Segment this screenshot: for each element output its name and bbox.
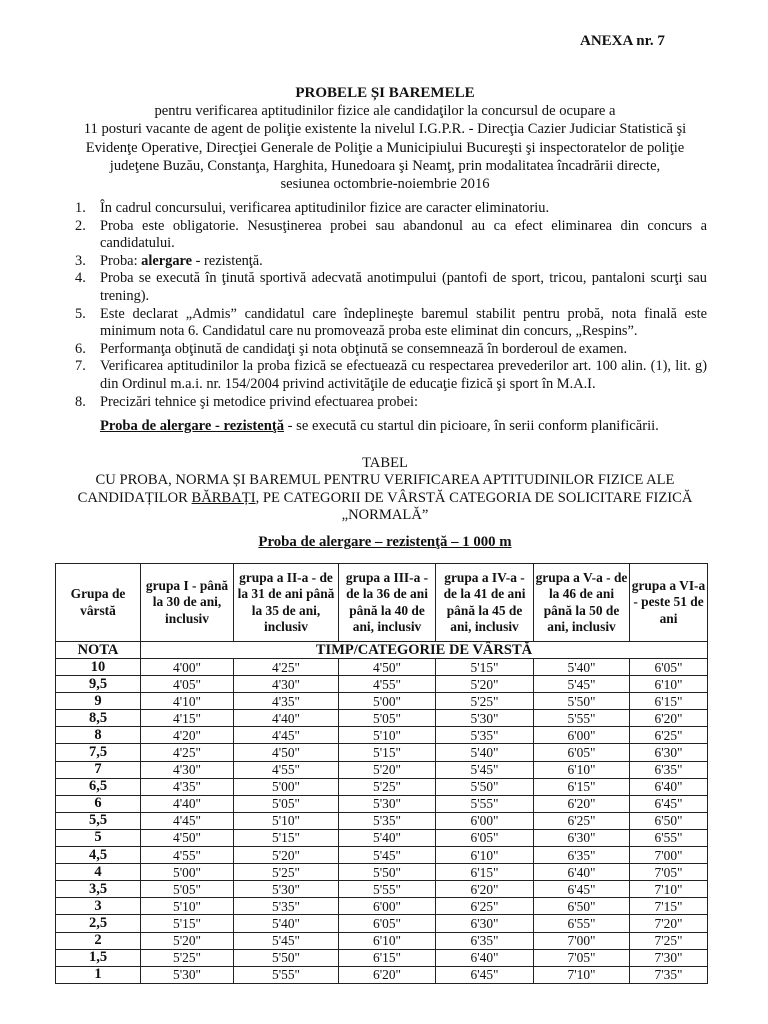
time-cell: 6'15" [436, 864, 534, 881]
table-row [56, 778, 708, 795]
grade-cell: 7 [56, 761, 141, 778]
time-cell: 6'10" [534, 761, 630, 778]
title-line: Evidenţe Operative, Direcţiei Generale de Poliţie a Municipiului Bucureşti şi inspectoratelor de poliţie [85, 139, 685, 156]
time-cell: 6'00" [436, 812, 534, 829]
time-cell: 6'00" [534, 727, 630, 744]
time-cell: 6'40" [630, 778, 708, 795]
table-row [56, 898, 708, 915]
time-cell: 6'15" [339, 949, 436, 966]
time-cell: 5'40" [234, 915, 339, 932]
time-cell: 4'05" [141, 676, 234, 693]
grade-cell: 2,5 [56, 915, 141, 932]
table-row [56, 676, 708, 693]
time-cell: 5'30" [339, 795, 436, 812]
time-cell: 6'40" [436, 949, 534, 966]
table-header-row [56, 564, 708, 642]
rule-item: 5. Este declarat „Admis” candidatul care îndeplineşte baremul stabilit pentru probă, nota finală este minimum nota 6. Candidatul care nu promovează proba este eliminat din concurs, „Respins”. [75, 305, 707, 340]
time-cell: 5'00" [234, 778, 339, 795]
time-cell: 6'30" [436, 915, 534, 932]
table-body [56, 659, 708, 984]
rule-item: 6. Performanţa obţinută de candidaţi şi nota obţinută se consemnează în borderoul de examen. [75, 340, 628, 357]
time-cell: 5'40" [436, 744, 534, 761]
time-cell: 6'35" [630, 761, 708, 778]
time-cell: 6'25" [534, 812, 630, 829]
time-cell: 6'40" [534, 864, 630, 881]
time-cell: 5'50" [436, 778, 534, 795]
rules-list [75, 200, 707, 411]
time-cell: 6'55" [534, 915, 630, 932]
grade-cell: 9,5 [56, 676, 141, 693]
time-cell: 6'05" [630, 659, 708, 676]
table-row [56, 932, 708, 949]
rule-item: 7. Verificarea aptitudinilor la proba fizică se efectuează cu respectarea prevederilor art. 100 alin. (1), lit. g) din Ordinul m.a.i. nr. 154/2004 privind activităţile de educaţie fizică şi sport în M.A.I. [75, 358, 707, 392]
table-row [56, 710, 708, 727]
table-row [56, 915, 708, 932]
grade-cell: 3,5 [56, 881, 141, 898]
time-cell: 5'50" [534, 693, 630, 710]
time-cell: 5'05" [234, 795, 339, 812]
time-cell: 6'30" [534, 829, 630, 846]
table-row [56, 693, 708, 710]
time-cell: 7'00" [630, 847, 708, 864]
time-cell: 5'10" [141, 898, 234, 915]
time-cell: 4'25" [234, 659, 339, 676]
header-group: grupa a V-a - de la 46 de ani până la 50 de ani, inclusiv [534, 564, 630, 642]
table-subheader-row [56, 642, 708, 659]
header-group: grupa a VI-a - peste 51 de ani [630, 564, 708, 642]
time-cell: 6'25" [630, 727, 708, 744]
grade-cell: 3 [56, 898, 141, 915]
time-cell: 5'35" [436, 727, 534, 744]
time-cell: 5'45" [339, 847, 436, 864]
rule-item: 8. Precizări tehnice şi metodice privind efectuarea probei: [75, 393, 419, 410]
time-cell: 5'15" [141, 915, 234, 932]
time-cell: 6'20" [436, 881, 534, 898]
time-cell: 5'00" [141, 864, 234, 881]
grade-cell: 4,5 [56, 847, 141, 864]
time-cell: 6'20" [630, 710, 708, 727]
time-cell: 6'10" [630, 676, 708, 693]
table-row [56, 659, 708, 676]
time-cell: 4'35" [234, 693, 339, 710]
grade-cell: 4 [56, 864, 141, 881]
time-cell: 7'20" [630, 915, 708, 932]
time-cell: 7'15" [630, 898, 708, 915]
time-cell: 6'55" [630, 829, 708, 846]
time-cell: 6'45" [630, 795, 708, 812]
time-cell: 7'10" [534, 966, 630, 983]
time-cell: 5'10" [339, 727, 436, 744]
time-cell: 6'50" [534, 898, 630, 915]
time-cell: 4'50" [234, 744, 339, 761]
time-cell: 7'25" [630, 932, 708, 949]
table-row [56, 881, 708, 898]
time-cell: 4'00" [141, 659, 234, 676]
time-cell: 5'20" [339, 761, 436, 778]
time-cell: 6'25" [436, 898, 534, 915]
time-cell: 5'40" [534, 659, 630, 676]
table-row [56, 795, 708, 812]
rule-item: 1. În cadrul concursului, verificarea aptitudinilor fizice are caracter eliminatoriu. [75, 200, 550, 216]
scoring-table [55, 563, 708, 984]
time-cell: 6'45" [534, 881, 630, 898]
grade-cell: 8 [56, 727, 141, 744]
table-row [56, 966, 708, 983]
time-cell: 5'35" [234, 898, 339, 915]
time-cell: 5'45" [534, 676, 630, 693]
time-cell: 7'00" [534, 932, 630, 949]
time-cell: 5'00" [339, 693, 436, 710]
grade-cell: 6 [56, 795, 141, 812]
header-age-group: Grupa de vârstă [56, 564, 141, 642]
header-group: grupa a II-a - de la 31 de ani până la 35 de ani, inclusiv [234, 564, 339, 642]
time-cell: 4'55" [141, 847, 234, 864]
time-cell: 6'15" [534, 778, 630, 795]
rule-item: 4. Proba se execută în ţinută sportivă adecvată anotimpului (pantofi de sport, tricou, pantaloni scurţi sau trening). [75, 270, 707, 304]
time-cell: 5'05" [141, 881, 234, 898]
time-cell: 5'25" [141, 949, 234, 966]
time-cell: 6'20" [339, 966, 436, 983]
time-cell: 5'30" [436, 710, 534, 727]
table-row [56, 847, 708, 864]
time-cell: 6'05" [436, 829, 534, 846]
proba-title: Proba de alergare - rezistenţă [100, 418, 284, 434]
time-cell: 5'20" [234, 847, 339, 864]
time-cell: 4'40" [141, 795, 234, 812]
table-row [56, 727, 708, 744]
grade-cell: 6,5 [56, 778, 141, 795]
time-cell: 5'55" [534, 710, 630, 727]
time-cell: 4'45" [141, 812, 234, 829]
time-cell: 5'40" [339, 829, 436, 846]
time-cell: 6'35" [436, 932, 534, 949]
time-cell: 5'05" [339, 710, 436, 727]
rule-item: 3. Proba: alergare - rezistenţă. [75, 252, 263, 269]
rule-item: 2. Proba este obligatorie. Nesusţinerea probei sau abandonul au ca efect eliminarea din concurs a candidatului. [75, 217, 707, 252]
time-cell: 5'30" [141, 966, 234, 983]
time-cell: 4'50" [339, 659, 436, 676]
proba-description: Proba de alergare - rezistenţă - se execută cu startul din picioare, în serii conform planificării. [100, 418, 659, 434]
time-cell: 6'05" [534, 744, 630, 761]
time-cell: 4'10" [141, 693, 234, 710]
table-row [56, 949, 708, 966]
table-row [56, 829, 708, 846]
time-cell: 5'45" [436, 761, 534, 778]
time-cell: 5'15" [436, 659, 534, 676]
time-cell: 4'15" [141, 710, 234, 727]
time-cell: 7'35" [630, 966, 708, 983]
table-subtitle: Proba de alergare – rezistenţă – 1 000 m [258, 534, 512, 550]
grade-cell: 5 [56, 829, 141, 846]
time-cell: 4'20" [141, 727, 234, 744]
time-cell: 4'40" [234, 710, 339, 727]
time-cell: 5'50" [339, 864, 436, 881]
time-cell: 4'25" [141, 744, 234, 761]
time-cell: 7'10" [630, 881, 708, 898]
header-time-category: TIMP/CATEGORIE DE VÂRSTĂ [141, 642, 708, 659]
grade-cell: 1,5 [56, 949, 141, 966]
time-cell: 5'25" [436, 693, 534, 710]
time-cell: 4'55" [234, 761, 339, 778]
time-cell: 5'45" [234, 932, 339, 949]
table-row [56, 744, 708, 761]
header-group: grupa a IV-a - de la 41 de ani până la 45 de ani, inclusiv [436, 564, 534, 642]
time-cell: 6'50" [630, 812, 708, 829]
time-cell: 6'05" [339, 915, 436, 932]
time-cell: 6'15" [630, 693, 708, 710]
document-title: PROBELE ȘI BAREMELE [295, 85, 475, 101]
time-cell: 4'30" [141, 761, 234, 778]
time-cell: 6'30" [630, 744, 708, 761]
time-cell: 7'30" [630, 949, 708, 966]
time-cell: 6'35" [534, 847, 630, 864]
time-cell: 5'50" [234, 949, 339, 966]
table-row [56, 812, 708, 829]
annex-number: ANEXA nr. 7 [580, 33, 665, 49]
title-line: pentru verificarea aptitudinilor fizice ale candidaţilor la concursul de ocupare a [154, 103, 616, 120]
time-cell: 5'10" [234, 812, 339, 829]
time-cell: 5'55" [436, 795, 534, 812]
time-cell: 4'45" [234, 727, 339, 744]
header-nota: NOTA [56, 642, 141, 659]
time-cell: 4'50" [141, 829, 234, 846]
table-caption: TABEL CU PROBA, NORMA ȘI BAREMUL PENTRU VERIFICAREA APTITUDINILOR FIZICE ALE CANDIDAȚILOR BĂRBAȚI, PE CATEGORII DE VÂRSTĂ CATEGORIA DE SOLICITARE FIZICĂ „NORMALĂ” [77, 455, 693, 524]
time-cell: 6'00" [339, 898, 436, 915]
document-title-block [40, 84, 730, 193]
time-cell: 5'15" [234, 829, 339, 846]
grade-cell: 5,5 [56, 812, 141, 829]
header-group: grupa I - până la 30 de ani, inclusiv [141, 564, 234, 642]
time-cell: 6'20" [534, 795, 630, 812]
grade-cell: 10 [56, 659, 141, 676]
time-cell: 5'25" [339, 778, 436, 795]
time-cell: 5'15" [339, 744, 436, 761]
grade-cell: 7,5 [56, 744, 141, 761]
title-line: judeţene Buzău, Constanţa, Harghita, Hunedoara şi Neamţ, prin modalitatea încadrării directe, [109, 157, 661, 174]
time-cell: 5'30" [234, 881, 339, 898]
time-cell: 5'25" [234, 864, 339, 881]
title-line: 11 posturi vacante de agent de poliţie existente la nivelul I.G.P.R. - Direcţia Cazier Judiciar Statistică şi [83, 121, 687, 138]
grade-cell: 1 [56, 966, 141, 983]
time-cell: 5'20" [436, 676, 534, 693]
header-group: grupa a III-a - de la 36 de ani până la 40 de ani, inclusiv [339, 564, 436, 642]
time-cell: 6'10" [436, 847, 534, 864]
time-cell: 4'35" [141, 778, 234, 795]
time-cell: 5'55" [339, 881, 436, 898]
time-cell: 5'55" [234, 966, 339, 983]
time-cell: 7'05" [630, 864, 708, 881]
title-line: sesiunea octombrie-noiembrie 2016 [280, 176, 490, 193]
time-cell: 5'20" [141, 932, 234, 949]
time-cell: 6'45" [436, 966, 534, 983]
grade-cell: 8,5 [56, 710, 141, 727]
time-cell: 5'35" [339, 812, 436, 829]
time-cell: 4'30" [234, 676, 339, 693]
time-cell: 4'55" [339, 676, 436, 693]
grade-cell: 2 [56, 932, 141, 949]
time-cell: 7'05" [534, 949, 630, 966]
time-cell: 6'10" [339, 932, 436, 949]
table-row [56, 761, 708, 778]
table-row [56, 864, 708, 881]
grade-cell: 9 [56, 693, 141, 710]
